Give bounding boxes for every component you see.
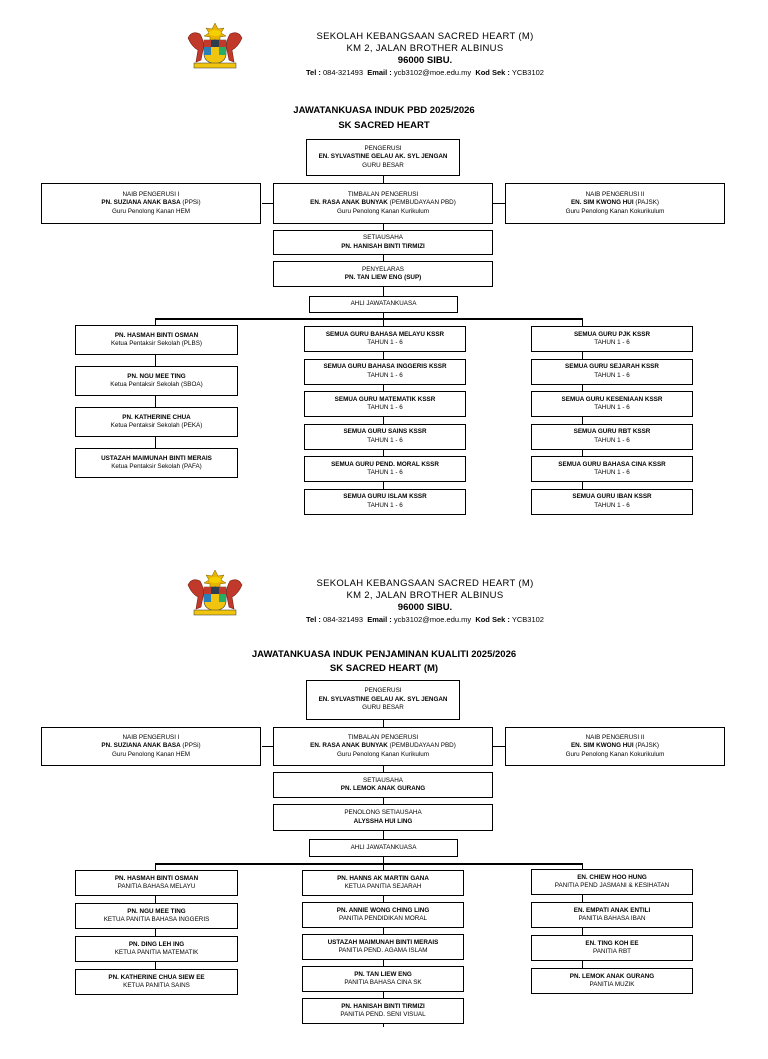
member-box <box>304 424 466 450</box>
person-name: PN. HASMAH BINTI OSMAN <box>114 874 199 882</box>
tag-label: (PPSi) <box>182 742 201 750</box>
person-name: PN. DING LEH ING <box>128 940 185 948</box>
role-label: PENOLONG SETIAUSAHA <box>344 809 422 816</box>
person-name: SEMUA GURU IBAN KSSR <box>572 493 652 500</box>
person-name: EN. SYLVASTINE GELAU AK. SYL JENGAN <box>318 153 448 161</box>
timbalan-pengerusi-box <box>273 183 493 224</box>
school-name: SEKOLAH KEBANGSAAN SACRED HEART (M) <box>316 31 534 42</box>
post-label: TAHUN 1 - 6 <box>594 501 630 509</box>
tel-value: 084-321493 <box>322 615 364 624</box>
post-label: TAHUN 1 - 6 <box>594 436 630 444</box>
post-label: TAHUN 1 - 6 <box>594 339 630 346</box>
tag-label: (PAJSK) <box>635 199 660 207</box>
person-name: PN. ANNIE WONG CHING LING <box>336 906 430 914</box>
member-box <box>531 424 693 450</box>
person-name: SEMUA GURU MATEMATIK KSSR <box>334 395 436 403</box>
post-label: TAHUN 1 - 6 <box>594 371 630 379</box>
person-name: SEMUA GURU BAHASA CINA KSSR <box>558 460 666 468</box>
tel-value: 084-321493 <box>322 68 364 77</box>
person-name: PN. SUZIANA ANAK BASA <box>101 742 181 750</box>
chart-title: JAWATANKUASA INDUK PBD 2025/2026 <box>293 105 475 116</box>
tag-label: (PAJSK) <box>635 742 660 750</box>
kod-label: Kod Sek : <box>475 615 510 624</box>
post-label: Ketua Pentaksir Sekolah (PAFA) <box>111 463 202 470</box>
post-label: TAHUN 1 - 6 <box>367 404 403 411</box>
person-name: PN. NGU MEE TING <box>127 907 186 915</box>
person-name: PN. HASMAH BINTI OSMAN <box>114 331 199 339</box>
post-label: PANITIA RBT <box>592 948 632 955</box>
post-label: TAHUN 1 - 6 <box>367 339 403 346</box>
member-box <box>531 968 693 994</box>
chart-subtitle: SK SACRED HEART <box>338 120 430 131</box>
post-label: TAHUN 1 - 6 <box>367 371 403 379</box>
post-label: PANITIA BAHASA IBAN <box>578 915 646 922</box>
role-label: TIMBALAN PENGERUSI <box>347 190 419 198</box>
member-box <box>304 359 466 385</box>
member-box <box>531 902 693 928</box>
role-label: SETIAUSAHA <box>363 776 403 784</box>
member-box <box>531 326 693 352</box>
person-name: EN. CHIEW HOO HUNG <box>577 873 647 881</box>
post-label: KETUA PANITIA MATEMATIK <box>114 949 199 956</box>
section-label: AHLI JAWATANKUASA <box>350 300 417 308</box>
chart-subtitle: SK SACRED HEART (M) <box>329 663 439 674</box>
post-label: Ketua Pentaksir Sekolah (PLBS) <box>110 340 202 347</box>
person-name: USTAZAH MAIMUNAH BINTI MERAIS <box>101 454 212 462</box>
member-box <box>304 489 466 515</box>
role-label: PENGERUSI <box>364 144 402 152</box>
post-label: Guru Penolong Kanan Kokurikulum <box>565 750 665 758</box>
person-name: PN. TAN LIEW ENG (SUP) <box>344 274 422 281</box>
school-address: KM 2, JALAN BROTHER ALBINUS <box>346 590 504 601</box>
person-name: EN. TING KOH EE <box>585 939 639 947</box>
naib-pengerusi-1-box <box>41 183 261 224</box>
member-box <box>304 391 466 417</box>
post-label: Guru Penolong Kanan HEM <box>111 207 191 215</box>
person-name: PN. KATHERINE CHUA SIEW EE <box>108 973 205 981</box>
kod-value: YCB3102 <box>511 68 544 77</box>
school-address: KM 2, JALAN BROTHER ALBINUS <box>346 43 504 54</box>
role-label: NAIB PENGERUSI I <box>122 190 180 198</box>
tel-label: Tel : <box>306 68 321 77</box>
post-label: PANITIA PEND. SENI VISUAL <box>340 1011 426 1018</box>
malaysia-coat-of-arms-icon <box>180 20 250 70</box>
tel-label: Tel : <box>306 615 321 624</box>
contact-line <box>270 67 580 79</box>
role-label: PENYELARAS <box>362 265 404 273</box>
member-box <box>302 902 464 928</box>
section-label: AHLI JAWATANKUASA <box>350 843 417 851</box>
post-label: PANITIA MUZIK <box>589 981 635 988</box>
penyelaras-box <box>273 261 493 287</box>
person-name: EN. SIM KWONG HUI <box>570 742 634 750</box>
person-name: PN. HANNS AK MARTIN GANA <box>337 874 429 882</box>
school-city: 96000 SIBU. <box>397 602 453 613</box>
member-box <box>302 934 464 960</box>
kod-label: Kod Sek : <box>475 68 510 77</box>
post-label: Ketua Pentaksir Sekolah (SBOA) <box>110 381 203 388</box>
member-box <box>75 448 238 478</box>
email-value: ycb3102@moe.edu.my <box>393 68 472 77</box>
person-name: SEMUA GURU RBT KSSR <box>573 428 651 435</box>
member-box <box>302 966 464 992</box>
post-label: PANITIA PENDIDIKAN MORAL <box>338 915 428 922</box>
post-label: KETUA PANITIA SAINS <box>123 982 190 989</box>
person-name: PN. LEMOK ANAK GURANG <box>340 785 426 792</box>
naib-pengerusi-2-box <box>505 727 725 766</box>
person-name: PN. TAN LIEW ENG <box>354 970 412 978</box>
malaysia-coat-of-arms-icon <box>180 567 250 617</box>
connector <box>155 318 583 320</box>
person-name: PN. SUZIANA ANAK BASA <box>101 199 181 207</box>
post-label: Guru Penolong Kanan HEM <box>111 750 191 758</box>
member-box <box>75 903 238 929</box>
timbalan-pengerusi-box <box>273 727 493 766</box>
contact-line <box>270 614 580 626</box>
post-label: KETUA PANITIA SEJARAH <box>344 883 422 890</box>
pengerusi-box <box>306 139 460 176</box>
tag-label: (PEMBUDAYAAN PBD) <box>389 742 456 750</box>
person-name: SEMUA GURU PEND. MORAL KSSR <box>331 460 439 468</box>
connector <box>155 863 583 865</box>
school-city: 96000 SIBU. <box>397 55 453 66</box>
post-label: TAHUN 1 - 6 <box>594 469 630 476</box>
post-label: PANITIA PEND JASMANI & KESIHATAN <box>554 882 670 889</box>
post-label: Guru Penolong Kanan Kokurikulum <box>565 207 665 215</box>
member-box <box>75 936 238 962</box>
member-box <box>531 391 693 417</box>
member-box <box>531 489 693 515</box>
role-label: NAIB PENGERUSI I <box>122 733 180 741</box>
pk-chart-sheet <box>0 547 768 1059</box>
member-box <box>75 366 238 396</box>
person-name: SEMUA GURU SEJARAH KSSR <box>565 363 659 370</box>
role-label: TIMBALAN PENGERUSI <box>347 733 419 741</box>
person-name: SEMUA GURU ISLAM KSSR <box>343 493 427 500</box>
person-name: SEMUA GURU SAINS KSSR <box>343 428 427 435</box>
person-name: SEMUA GURU BAHASA MELAYU KSSR <box>325 330 445 338</box>
pengerusi-box <box>306 680 460 720</box>
person-name: PN. HANISAH BINTI TIRMIZI <box>341 1002 425 1010</box>
post-label: Guru Penolong Kanan Kurikulum <box>336 207 430 215</box>
post-label: KETUA PANITIA BAHASA INGGERIS <box>103 916 210 923</box>
member-box <box>75 325 238 355</box>
naib-pengerusi-1-box <box>41 727 261 766</box>
member-box <box>531 869 693 895</box>
post-label: TAHUN 1 - 6 <box>594 404 630 411</box>
role-label: PENGERUSI <box>364 687 402 695</box>
naib-pengerusi-2-box <box>505 183 725 224</box>
member-box <box>531 935 693 961</box>
member-box <box>531 456 693 482</box>
member-box <box>304 456 466 482</box>
person-name: EN. SYLVASTINE GELAU AK. SYL JENGAN <box>318 695 448 703</box>
role-label: NAIB PENGERUSI II <box>585 190 645 198</box>
post-label: TAHUN 1 - 6 <box>367 501 403 509</box>
member-box <box>302 870 464 896</box>
email-label: Email : <box>367 68 392 77</box>
person-name: EN. RASA ANAK BUNYAK <box>310 742 388 750</box>
post-label: PANITIA PEND. AGAMA ISLAM <box>338 947 428 954</box>
post-label: Ketua Pentaksir Sekolah (PEKA) <box>110 422 203 429</box>
person-name: EN. SIM KWONG HUI <box>570 199 634 207</box>
member-box <box>302 998 464 1024</box>
chart-title: JAWATANKUASA INDUK PENJAMINAN KUALITI 2025/2026 <box>251 649 517 660</box>
member-box <box>75 407 238 437</box>
penolong-setiausaha-box <box>273 804 493 831</box>
person-name: EN. EMPATI ANAK ENTILI <box>573 906 651 914</box>
post-label: PANITIA BAHASA MELAYU <box>117 883 196 890</box>
person-name: PN. HANISAH BINTI TIRMIZI <box>341 242 425 250</box>
member-box <box>304 326 466 352</box>
person-name: ALYSSHA HUI LING <box>353 817 413 825</box>
tag-label: (PPSi) <box>182 199 201 207</box>
pbd-chart-sheet <box>0 0 768 512</box>
school-name: SEKOLAH KEBANGSAAN SACRED HEART (M) <box>316 578 534 589</box>
person-name: EN. RASA ANAK BUNYAK <box>310 199 388 207</box>
post-label: TAHUN 1 - 6 <box>367 469 403 476</box>
member-box <box>75 870 238 896</box>
role-label: SETIAUSAHA <box>363 234 403 241</box>
person-name: SEMUA GURU KESENIAAN KSSR <box>561 395 663 403</box>
ahli-jawatankuasa-box <box>309 839 458 857</box>
post-label: TAHUN 1 - 6 <box>367 436 403 444</box>
person-name: PN. NGU MEE TING <box>127 372 186 380</box>
school-header <box>270 578 580 626</box>
kod-value: YCB3102 <box>511 615 544 624</box>
person-name: SEMUA GURU PJK KSSR <box>573 330 651 338</box>
tag-label: (PEMBUDAYAAN PBD) <box>389 199 456 207</box>
post-label: PANITIA BAHASA CINA SK <box>344 979 422 986</box>
setiausaha-box <box>273 230 493 255</box>
school-header <box>270 31 580 79</box>
person-name: SEMUA GURU BAHASA INGGERIS KSSR <box>323 363 447 370</box>
setiausaha-box <box>273 772 493 798</box>
member-box <box>75 969 238 995</box>
post-label: GURU BESAR <box>362 704 404 712</box>
member-box <box>531 359 693 385</box>
person-name: PN. KATHERINE CHUA <box>122 413 191 421</box>
email-label: Email : <box>367 615 392 624</box>
person-name: PN. LEMOK ANAK GURANG <box>569 972 655 980</box>
person-name: USTAZAH MAIMUNAH BINTI MERAIS <box>327 938 439 946</box>
role-label: NAIB PENGERUSI II <box>585 733 645 741</box>
email-value: ycb3102@moe.edu.my <box>393 615 472 624</box>
post-label: Guru Penolong Kanan Kurikulum <box>336 750 430 758</box>
post-label: GURU BESAR <box>362 161 404 169</box>
ahli-jawatankuasa-box <box>309 296 458 313</box>
